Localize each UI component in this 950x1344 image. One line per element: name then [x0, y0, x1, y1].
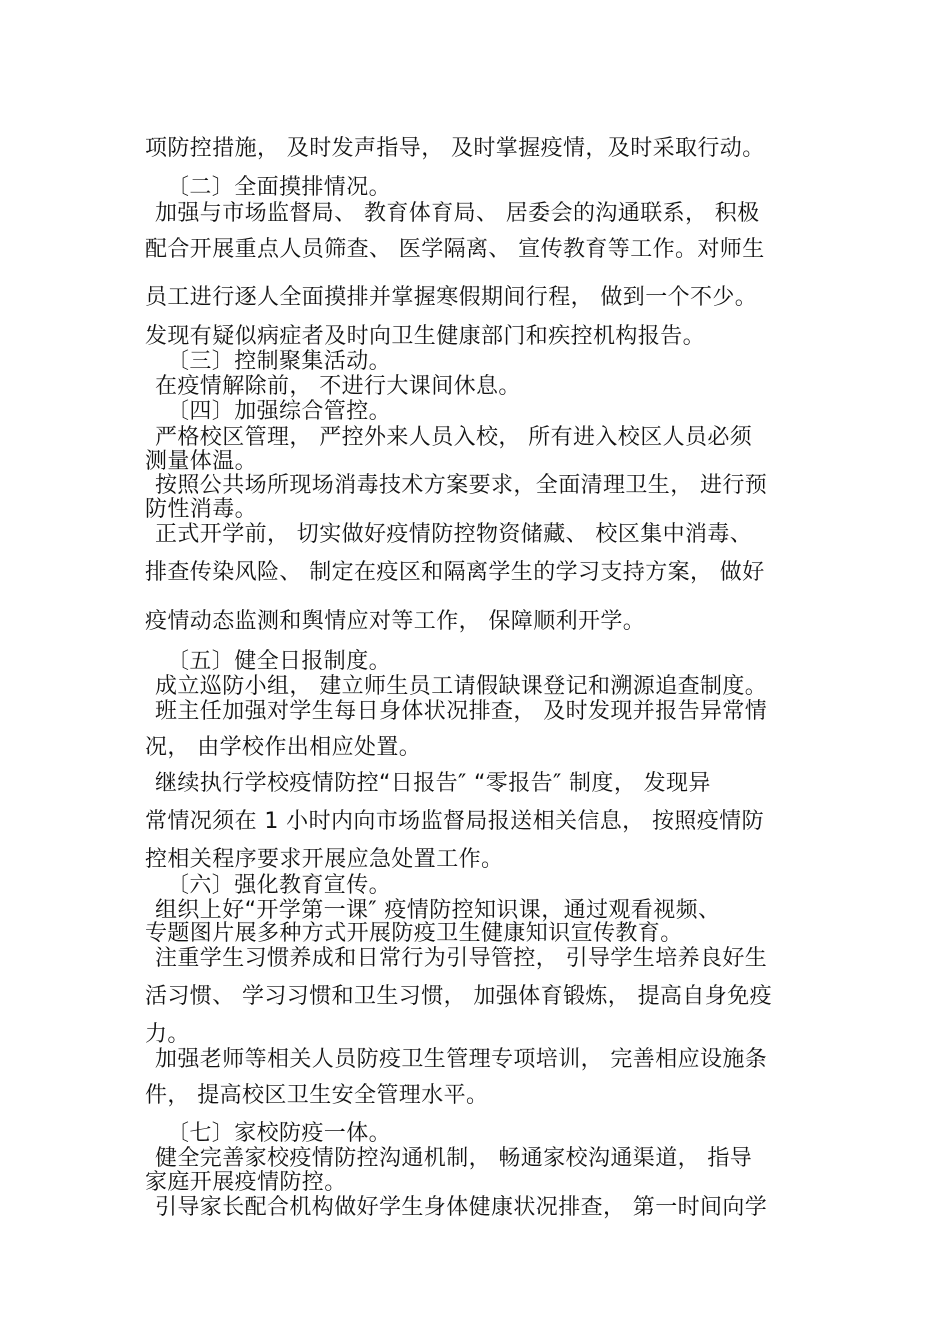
body-text-line: 常情况须在 1 小时内向市场监督局报送相关信息， 按照疫情防: [145, 809, 764, 834]
body-text-line: 健全完善家校疫情防控沟通机制， 畅通家校沟通渠道， 指导: [155, 1146, 753, 1171]
body-text-line: 排查传染风险、 制定在疫区和隔离学生的学习支持方案， 做好: [145, 560, 765, 585]
body-text-line: 家庭开展疫情防控。: [145, 1170, 347, 1195]
body-text-line: 控相关程序要求开展应急处置工作。: [145, 847, 504, 872]
section-heading: 〔二〕全面摸排情况。: [167, 175, 392, 200]
body-text-line: 员工进行逐人全面摸排并掌握寒假期间行程， 做到一个不少。: [145, 285, 758, 310]
body-text-line: 测量体温。: [145, 449, 258, 474]
section-heading: 〔三〕控制聚集活动。: [167, 349, 392, 374]
body-text-line: 专题图片展多种方式开展防疫卫生健康知识宣传教育。: [145, 921, 683, 946]
section-heading: 〔四〕加强综合管控。: [167, 399, 392, 424]
body-text-line: 班主任加强对学生每日身体状况排查， 及时发现并报告异常情: [155, 699, 768, 724]
body-text-line: 继续执行学校疫情防控“日报告″ “零报告″ 制度， 发现异: [155, 771, 711, 796]
body-text-line: 防性消毒。: [145, 497, 258, 522]
body-text-line: 件， 提高校区卫生安全管理水平。: [145, 1083, 489, 1108]
section-heading: 〔七〕家校防疫一体。: [167, 1121, 392, 1146]
body-text-line: 组织上好“开学第一课″ 疫情防控知识课，通过观看视频、: [155, 898, 721, 923]
body-text-line: 活习惯、 学习习惯和卫生习惯， 加强体育锻炼， 提高自身免疫: [145, 984, 772, 1009]
body-text-line: 力。: [145, 1022, 190, 1047]
body-text-line: 项防控措施， 及时发声指导， 及时掌握疫情，及时采取行动。: [145, 136, 765, 161]
body-text-line: 况， 由学校作出相应处置。: [145, 735, 422, 760]
body-text-line: 加强与市场监督局、 教育体育局、 居委会的沟通联系， 积极: [155, 201, 760, 226]
body-text-line: 疫情动态监测和舆情应对等工作， 保障顺利开学。: [145, 609, 646, 634]
body-text-line: 严格校区管理， 严控外来人员入校， 所有进入校区人员必须: [155, 425, 753, 450]
body-text-line: 正式开学前， 切实做好疫情防控物资储藏、 校区集中消毒、: [155, 522, 753, 547]
body-text-line: 注重学生习惯养成和日常行为引导管控， 引导学生培养良好生: [155, 946, 768, 971]
body-text-line: 成立巡防小组， 建立师生员工请假缺课登记和溯源追查制度。: [155, 674, 768, 699]
section-heading: 〔六〕强化教育宣传。: [167, 873, 392, 898]
body-text-line: 在疫情解除前， 不进行大课间休息。: [155, 374, 521, 399]
body-text-line: 加强老师等相关人员防疫卫生管理专项培训， 完善相应设施条: [155, 1047, 768, 1072]
body-text-line: 发现有疑似病症者及时向卫生健康部门和疾控机构报告。: [145, 324, 706, 349]
body-text-line: 按照公共场所现场消毒技术方案要求，全面清理卫生， 进行预: [155, 473, 768, 498]
section-heading: 〔五〕健全日报制度。: [167, 649, 392, 674]
body-text-line: 配合开展重点人员筛查、 医学隔离、 宣传教育等工作。对师生: [145, 237, 765, 262]
body-text-line: 引导家长配合机构做好学生身体健康状况排查， 第一时间向学: [155, 1195, 768, 1220]
